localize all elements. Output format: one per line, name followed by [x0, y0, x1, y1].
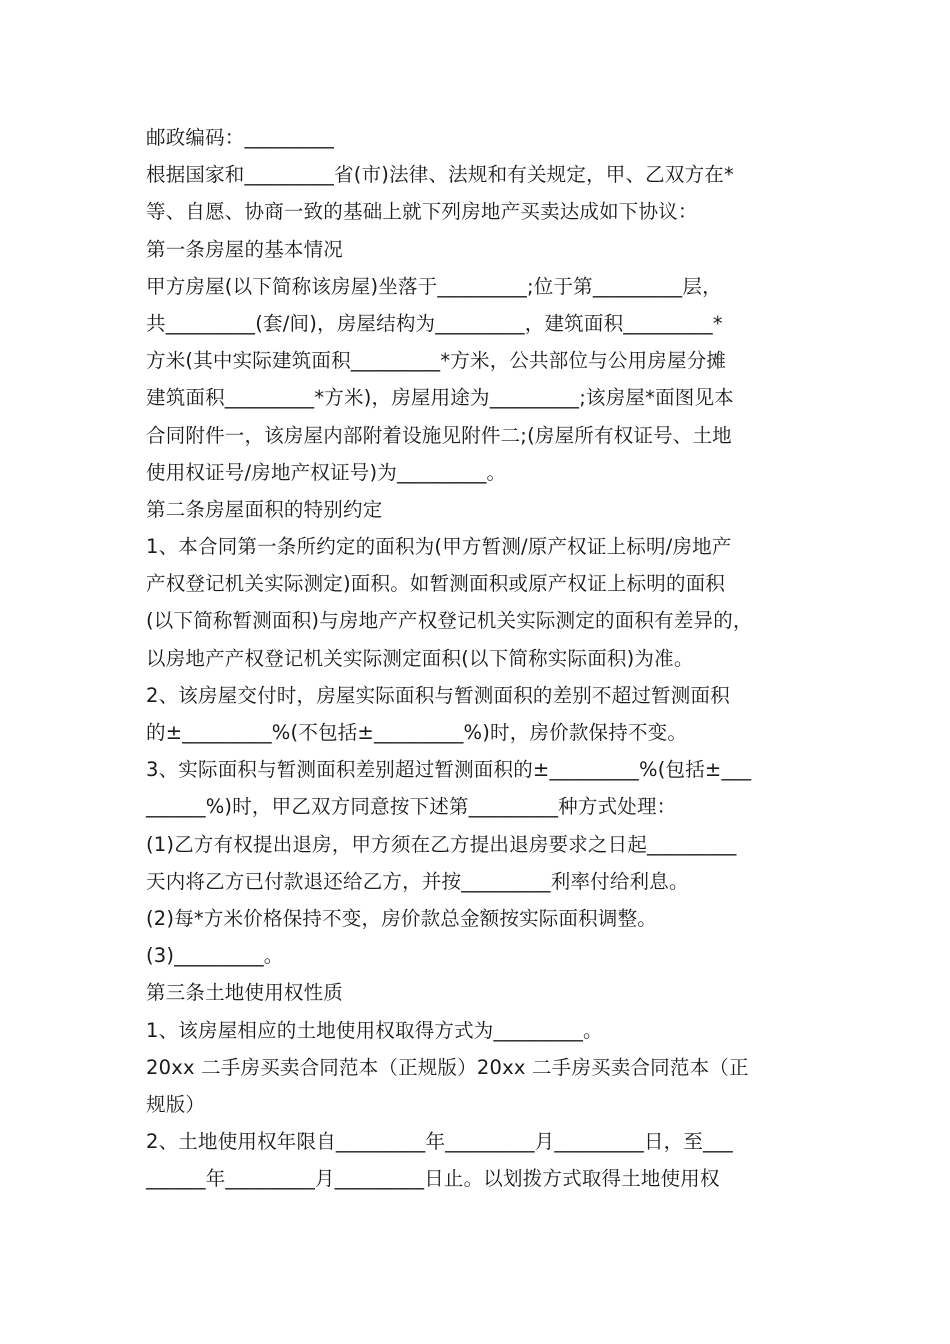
text-line: 甲方房屋(以下简称该房屋)坐落于_________;位于第_________层，	[146, 274, 722, 298]
text-line: 3、实际面积与暂测面积差别超过暂测面积的±_________%(包括±___	[146, 758, 752, 782]
text-line: 合同附件一，该房屋内部附着设施见附件二;(房屋所有权证号、土地	[146, 423, 732, 447]
text-line: (1)乙方有权提出退房，甲方须在乙方提出退房要求之日起_________	[146, 832, 737, 856]
text-line: 产权登记机关实际测定)面积。如暂测面积或原产权证上标明的面积	[146, 572, 726, 596]
text-line: 2、该房屋交付时，房屋实际面积与暂测面积的差别不超过暂测面积	[146, 683, 730, 707]
text-line: 的±_________%(不包括±_________%)时，房价款保持不变。	[146, 721, 688, 744]
text-line: 2、土地使用权年限自_________年_________月_________日，至___	[146, 1130, 733, 1154]
text-line: 建筑面积_________*方米)，房屋用途为_________;该房屋*面图见本	[146, 386, 734, 410]
section-heading: 第二条房屋面积的特别约定	[146, 497, 383, 521]
text-line: 以房地产产权登记机关实际测定面积(以下简称实际面积)为准。	[146, 646, 694, 670]
text-line: ______年_________月_________日止。以划拨方式取得土地使用权	[146, 1167, 720, 1191]
text-line: (3)_________。	[146, 944, 284, 968]
text-line: 方米(其中实际建筑面积_________*方米，公共部位与公用房屋分摊	[146, 349, 727, 373]
text-line: ______%)时，甲乙双方同意按下述第_________种方式处理：	[146, 795, 677, 819]
text-line: 规版）	[146, 1092, 206, 1116]
text-line: (以下简称暂测面积)与房地产产权登记机关实际测定的面积有差异的，	[146, 609, 753, 633]
text-line: 等、自愿、协商一致的基础上就下列房地产买卖达成如下协议：	[146, 200, 698, 224]
text-line: 根据国家和_________省(市)法律、法规和有关规定，甲、乙双方在*	[146, 163, 734, 187]
text-line: 邮政编码：_________	[146, 126, 335, 149]
text-line: 20xx 二手房买卖合同范本（正规版）20xx 二手房买卖合同范本（正	[146, 1055, 749, 1079]
text-line: 1、该房屋相应的土地使用权取得方式为_________。	[146, 1018, 603, 1042]
text-line: 使用权证号/房地产权证号)为_________。	[146, 460, 507, 484]
text-line: 天内将乙方已付款退还给乙方，并按_________利率付给利息。	[146, 869, 689, 893]
document-body	[146, 119, 818, 1197]
text-line: (2)每*方米价格保持不变，房价款总金额按实际面积调整。	[146, 906, 657, 930]
text-line: 共_________(套/间)，房屋结构为_________，建筑面积_________*	[146, 311, 723, 335]
section-heading: 第一条房屋的基本情况	[146, 237, 344, 261]
section-heading: 第三条土地使用权性质	[146, 981, 344, 1005]
text-line: 1、本合同第一条所约定的面积为(甲方暂测/原产权证上标明/房地产	[146, 535, 732, 559]
